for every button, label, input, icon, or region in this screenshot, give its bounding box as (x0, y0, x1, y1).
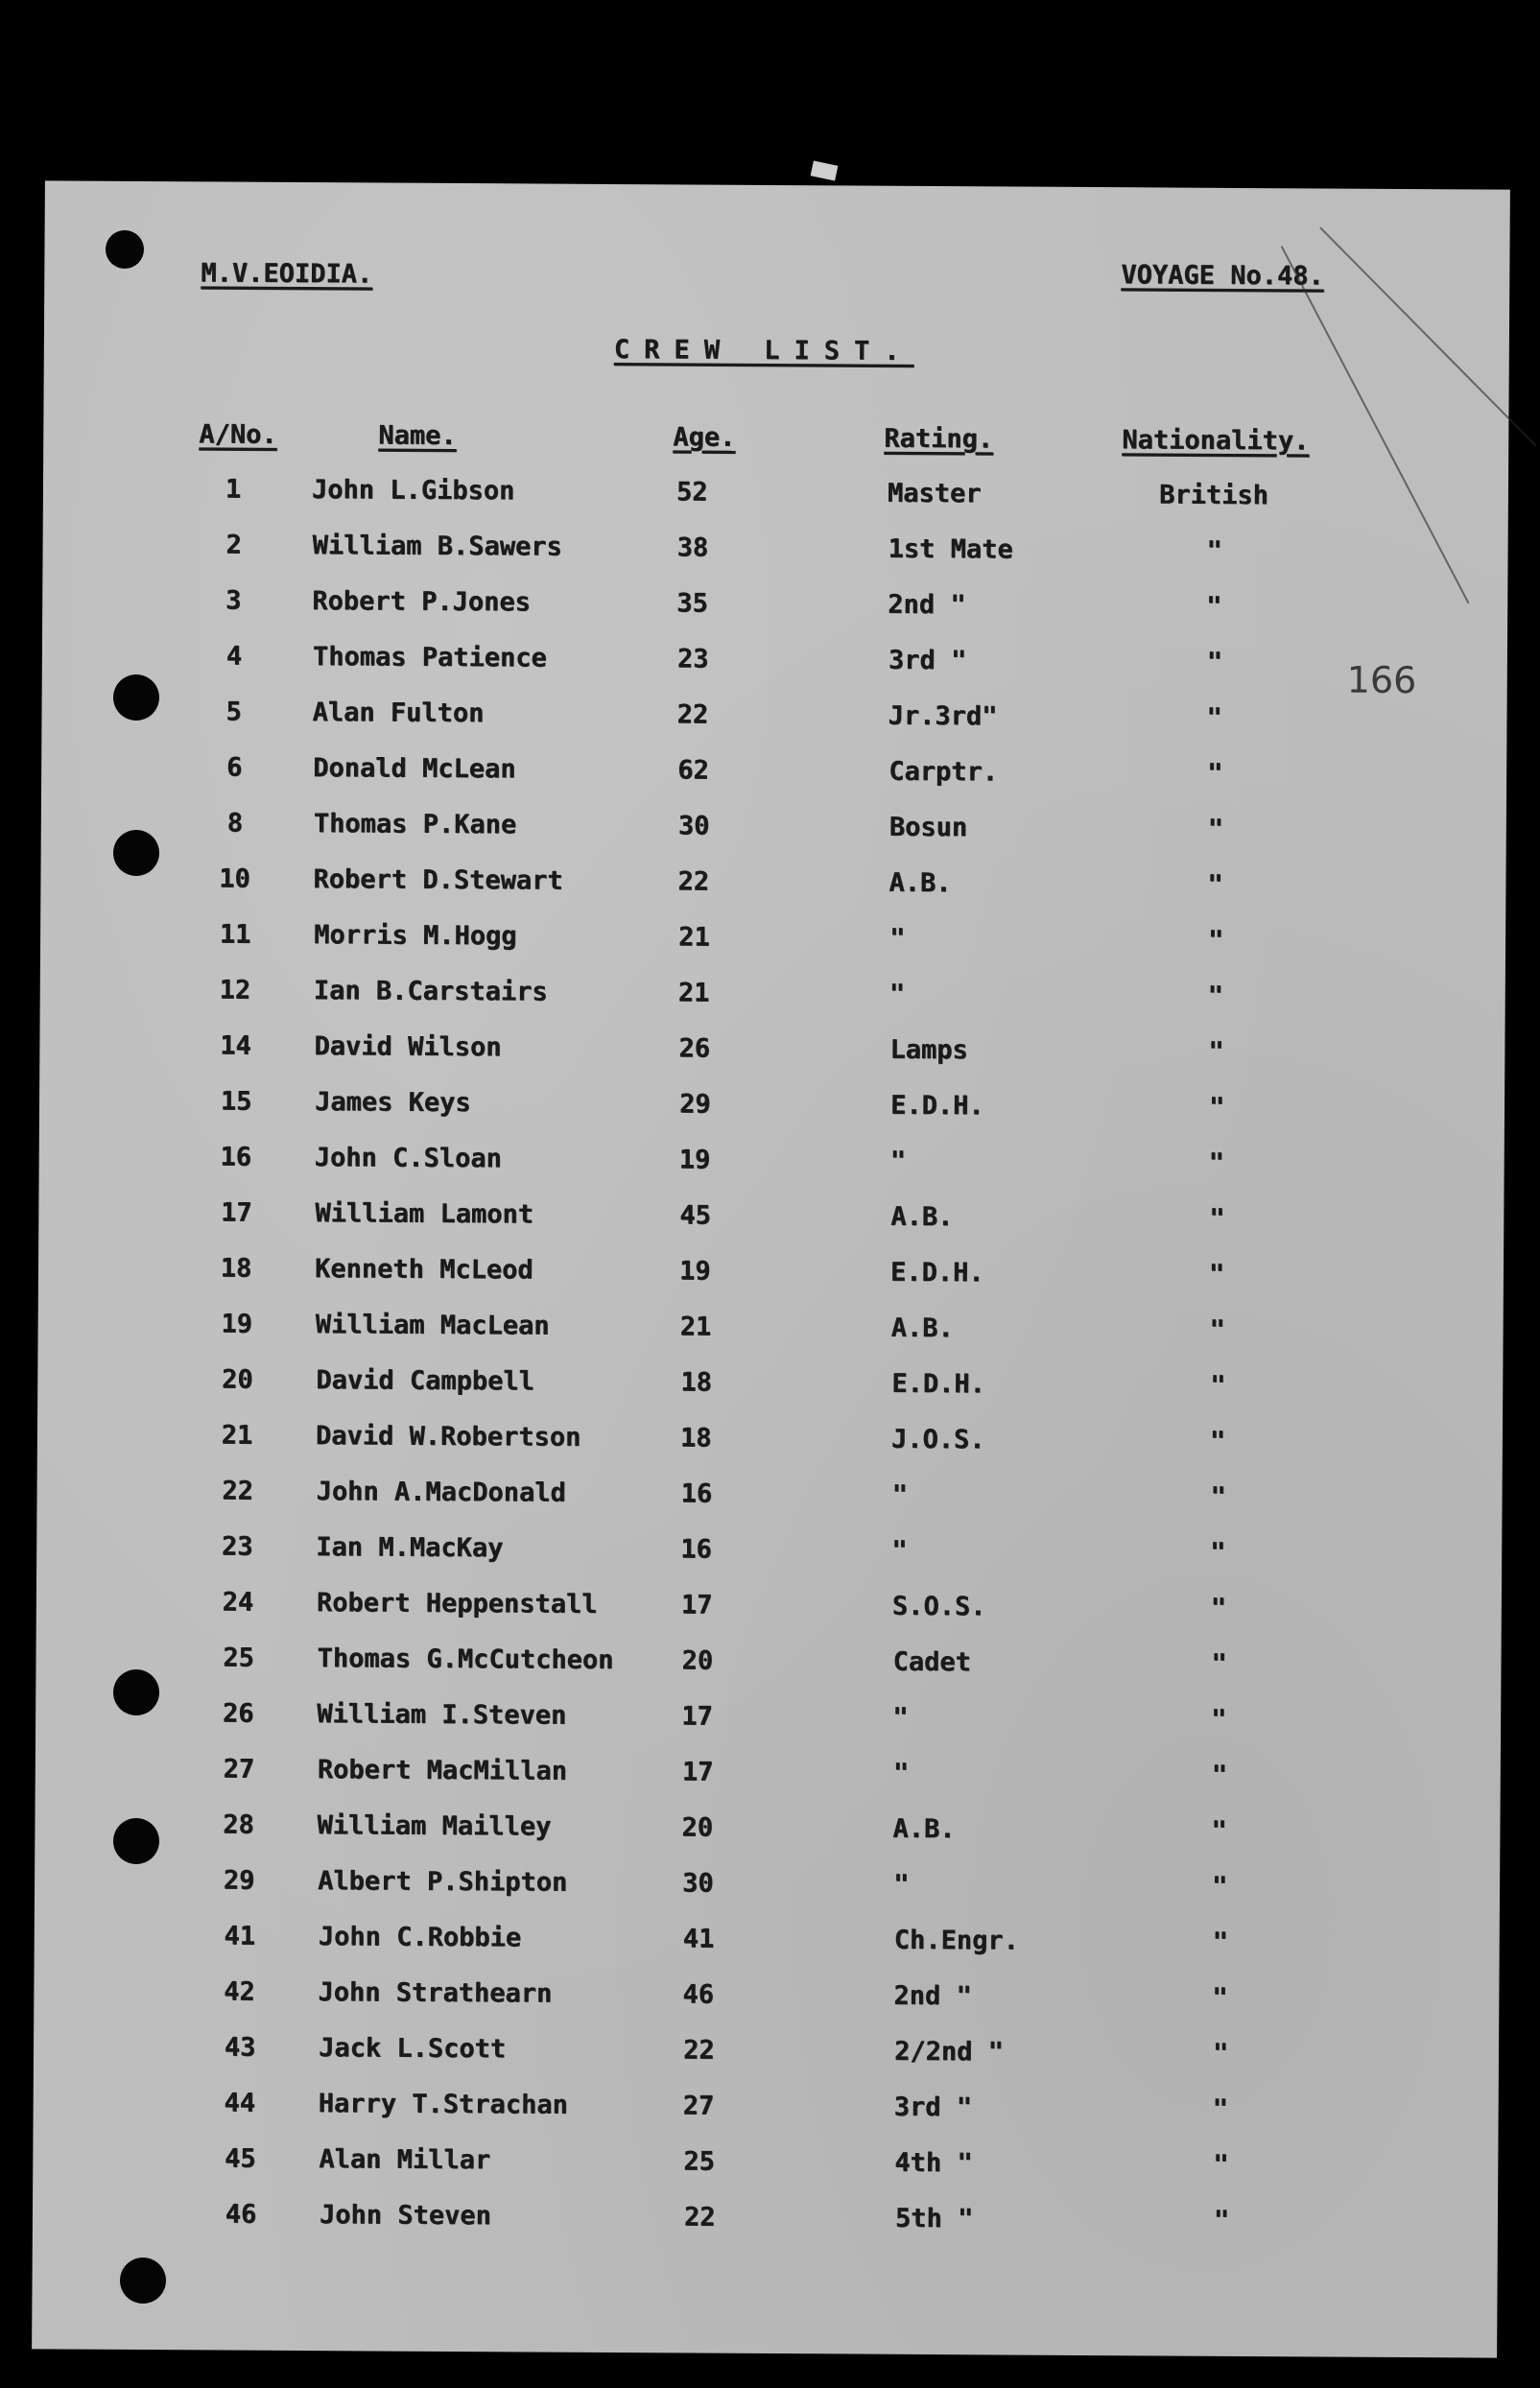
crew-nationality: " (1211, 1815, 1227, 1846)
crew-rating: A.B. (890, 1312, 954, 1344)
fold-crease (1319, 226, 1536, 446)
crew-rating: Bosun (888, 812, 968, 843)
table-row (45, 1141, 1510, 1205)
crew-age: 18 (679, 1423, 712, 1454)
crew-number: 46 (225, 2199, 257, 2230)
crew-name: Harry T.Strachan (318, 2089, 568, 2120)
crew-name: Robert D.Stewart (313, 864, 563, 896)
crew-nationality: " (1213, 2149, 1229, 2180)
crew-age: 20 (681, 1812, 714, 1843)
table-row (46, 1196, 1511, 1261)
punch-hole (113, 1818, 159, 1864)
crew-age: 23 (676, 644, 709, 674)
crew-number: 4 (225, 641, 243, 672)
crew-rating: " (889, 1146, 907, 1176)
crew-nationality: " (1210, 1370, 1226, 1401)
crew-number: 23 (221, 1531, 253, 1562)
crew-rating: " (892, 1702, 909, 1733)
table-row (45, 807, 1510, 871)
punch-hole (113, 1669, 159, 1715)
crew-nationality: " (1207, 925, 1224, 956)
crew-rating: " (891, 1535, 908, 1566)
crew-age: 41 (682, 1924, 715, 1954)
crew-number: 12 (219, 975, 251, 1005)
crew-rating: S.O.S. (891, 1591, 986, 1622)
crew-rating: " (891, 1479, 908, 1510)
table-row (46, 1308, 1511, 1372)
table-row (48, 1642, 1513, 1706)
crew-rating: Lamps (889, 1034, 968, 1066)
crew-name: David Campbell (316, 1365, 534, 1397)
crew-nationality: " (1211, 1648, 1227, 1679)
crew-rating: 5th " (894, 2203, 974, 2234)
crew-age: 18 (680, 1367, 712, 1398)
crew-rating: J.O.S. (890, 1424, 985, 1455)
table-row (43, 529, 1508, 593)
crew-age: 35 (676, 588, 708, 619)
table-row (48, 1697, 1513, 1761)
column-header-name: Name. (378, 420, 457, 451)
crew-age: 21 (677, 978, 710, 1008)
table-row (47, 1419, 1512, 1483)
crew-rating: 2nd " (893, 1980, 972, 2012)
folio-number: 166 (1346, 658, 1417, 702)
crew-number: 15 (220, 1086, 252, 1117)
crew-age: 19 (678, 1145, 711, 1175)
table-row (49, 1864, 1514, 1928)
crew-name: Ian M.MacKay (316, 1532, 504, 1564)
crew-name: William B.Sawers (312, 531, 562, 562)
crew-number: 14 (220, 1030, 251, 1061)
crew-rating: " (889, 923, 906, 954)
crew-name: Thomas G.McCutcheon (317, 1643, 614, 1676)
crew-number: 6 (225, 752, 243, 783)
crew-nationality: " (1206, 702, 1222, 733)
crew-rating: 4th " (894, 2147, 973, 2179)
crew-age: 21 (678, 922, 710, 953)
crew-name: James Keys (314, 1087, 471, 1119)
crew-number: 19 (221, 1309, 252, 1339)
crew-rating: " (892, 1758, 910, 1788)
crew-nationality: " (1211, 1760, 1228, 1790)
crew-name: Robert MacMillan (317, 1755, 567, 1786)
table-row (50, 2031, 1515, 2095)
crew-nationality: " (1210, 1481, 1226, 1512)
crew-nationality: " (1206, 647, 1223, 677)
crew-age: 19 (678, 1256, 711, 1287)
crew-rating: 2/2nd " (893, 2036, 1004, 2068)
crew-number: 8 (226, 808, 244, 839)
crew-list-page (32, 180, 1510, 2357)
table-row (48, 1586, 1513, 1650)
crew-rating: A.B. (892, 1813, 956, 1845)
table-row (45, 918, 1510, 982)
table-row (43, 584, 1508, 649)
crew-name: John Steven (319, 2200, 491, 2232)
crew-name: John C.Robbie (318, 1922, 522, 1953)
crew-rating: A.B. (890, 1201, 954, 1233)
crew-name: Albert P.Shipton (318, 1866, 568, 1898)
table-row (49, 1753, 1514, 1817)
crew-number: 22 (222, 1476, 253, 1506)
crew-name: Alan Fulton (312, 697, 485, 729)
table-row (47, 1475, 1512, 1539)
crew-nationality: " (1207, 869, 1223, 900)
crew-number: 5 (225, 697, 242, 727)
column-header-rating: Rating. (884, 423, 994, 455)
table-row (43, 696, 1508, 760)
crew-name: Donald McLean (313, 753, 516, 785)
table-row (44, 863, 1509, 927)
punch-hole (113, 830, 159, 876)
crew-age: 45 (679, 1200, 711, 1231)
table-row (47, 1363, 1512, 1428)
table-row (47, 1530, 1512, 1595)
crew-nationality: " (1207, 814, 1224, 844)
crew-age: 17 (680, 1590, 713, 1620)
table-row (45, 1029, 1510, 1094)
crew-nationality: " (1209, 1314, 1225, 1345)
crew-rating: 2nd " (888, 589, 966, 621)
crew-name: William I.Steven (317, 1699, 567, 1731)
crew-age: 27 (682, 2091, 715, 2121)
crew-number: 42 (224, 1976, 255, 2007)
table-row (46, 1252, 1511, 1316)
crew-age: 30 (677, 811, 710, 841)
crew-name: Kenneth McLeod (314, 1254, 533, 1286)
table-row (48, 1809, 1513, 1873)
crew-age: 16 (680, 1478, 713, 1509)
crew-number: 25 (223, 1643, 254, 1673)
crew-nationality: " (1210, 1704, 1227, 1735)
table-row (43, 473, 1508, 537)
crew-number: 29 (223, 1865, 255, 1896)
table-row (49, 1975, 1514, 2040)
crew-name: Robert P.Jones (312, 586, 531, 618)
crew-nationality: " (1211, 1871, 1228, 1902)
crew-number: 44 (224, 2088, 256, 2118)
crew-age: 62 (677, 755, 709, 786)
crew-nationality: " (1213, 2205, 1230, 2235)
crew-number: 45 (224, 2143, 256, 2174)
crew-age: 22 (676, 699, 709, 730)
crew-age: 22 (683, 2202, 716, 2233)
crew-nationality: " (1212, 2093, 1228, 2124)
crew-number: 26 (222, 1698, 254, 1729)
crew-number: 21 (221, 1420, 253, 1451)
crew-age: 30 (681, 1868, 714, 1899)
crew-nationality: " (1208, 1036, 1224, 1067)
crew-nationality: " (1209, 1537, 1226, 1568)
crew-age: 46 (682, 1979, 714, 2010)
column-header-age: Age. (673, 422, 736, 453)
crew-number: 11 (219, 919, 251, 950)
crew-number: 16 (220, 1142, 252, 1172)
crew-number: 24 (222, 1587, 254, 1618)
crew-age: 17 (681, 1701, 713, 1732)
crew-nationality: British (1158, 480, 1268, 511)
table-row (50, 2142, 1515, 2207)
crew-age: 26 (678, 1033, 711, 1064)
ship-name: M.V.EOIDIA. (201, 258, 373, 290)
crew-nationality: " (1212, 2038, 1229, 2069)
crew-rating: E.D.H. (891, 1368, 985, 1400)
crew-nationality: " (1208, 1259, 1225, 1289)
crew-age: 29 (678, 1089, 711, 1120)
crew-name: Alan Millar (319, 2144, 491, 2176)
crew-age: 38 (676, 532, 709, 563)
crew-number: 43 (224, 2032, 256, 2063)
crew-number: 10 (219, 863, 250, 894)
crew-rating: E.D.H. (889, 1090, 984, 1122)
crew-name: Robert Heppenstall (316, 1588, 598, 1620)
crew-nationality: " (1208, 1147, 1224, 1178)
crew-number: 41 (224, 1921, 256, 1951)
crew-age: 16 (680, 1534, 712, 1565)
table-row (44, 640, 1509, 704)
crew-name: Thomas Patience (312, 642, 547, 674)
crew-rating: " (888, 979, 906, 1009)
voyage-number: VOYAGE No.48. (1121, 260, 1324, 292)
crew-nationality: " (1212, 1927, 1228, 1957)
crew-age: 25 (683, 2146, 715, 2177)
crew-name: Ian B.Carstairs (313, 976, 548, 1007)
crew-rating: Cadet (892, 1646, 971, 1678)
table-row (44, 751, 1509, 816)
crew-number: 3 (225, 585, 242, 616)
crew-number: 27 (223, 1754, 255, 1785)
crew-name: Thomas P.Kane (313, 809, 517, 840)
crew-nationality: " (1208, 1092, 1225, 1123)
crew-rating: A.B. (888, 867, 952, 899)
crew-nationality: " (1212, 1982, 1228, 2013)
crew-rating: 3rd " (888, 645, 967, 676)
crew-number: 20 (221, 1364, 253, 1395)
crew-name: William MacLean (315, 1310, 550, 1341)
crew-age: 20 (681, 1645, 714, 1676)
punch-hole (120, 2258, 166, 2304)
crew-number: 18 (220, 1253, 252, 1284)
crew-name: John Strathearn (318, 1977, 553, 2009)
table-row (49, 1920, 1514, 1984)
crew-number: 1 (225, 474, 242, 505)
crew-age: 22 (677, 866, 710, 897)
crew-nationality: " (1210, 1593, 1227, 1623)
crew-nationality: " (1209, 1426, 1226, 1456)
crew-name: John C.Sloan (314, 1143, 502, 1174)
crew-rating: Ch.Engr. (893, 1925, 1019, 1956)
crew-name: John L.Gibson (311, 475, 515, 507)
crew-name: David Wilson (314, 1031, 502, 1063)
crew-rating: Master (887, 478, 982, 509)
crew-rating: 3rd " (893, 2092, 973, 2123)
crew-number: 28 (223, 1809, 254, 1840)
table-row (49, 2087, 1514, 2151)
crew-name: Jack L.Scott (318, 2033, 507, 2065)
crew-age: 22 (682, 2035, 715, 2066)
column-header-no: A/No. (199, 419, 277, 450)
crew-rating: Jr.3rd" (888, 700, 998, 732)
crew-rating: Carptr. (888, 756, 999, 788)
crew-number: 17 (220, 1197, 252, 1228)
crew-age: 17 (681, 1757, 714, 1787)
crew-name: William Lamont (315, 1198, 534, 1230)
crew-name: Morris M.Hogg (314, 920, 517, 952)
table-row (46, 1085, 1511, 1149)
crew-age: 52 (675, 477, 708, 508)
crew-rating: " (892, 1869, 910, 1900)
paper-tab (811, 160, 839, 180)
crew-name: John A.MacDonald (316, 1477, 566, 1508)
table-row (45, 974, 1510, 1038)
punch-hole (106, 230, 144, 269)
crew-rating: E.D.H. (889, 1257, 984, 1289)
crew-age: 21 (679, 1312, 712, 1342)
crew-nationality: " (1209, 1203, 1225, 1234)
punch-hole (113, 674, 159, 721)
crew-name: William Mailley (317, 1810, 552, 1842)
table-row (51, 2198, 1516, 2262)
document-title: CREW LIST. (613, 334, 914, 366)
column-header-nationality: Nationality. (1122, 425, 1310, 457)
crew-number: 2 (225, 530, 242, 560)
crew-rating: 1st Mate (888, 533, 1013, 565)
crew-nationality: " (1206, 758, 1223, 789)
crew-nationality: " (1207, 981, 1223, 1011)
crew-nationality: " (1205, 591, 1222, 622)
crew-name: David W.Robertson (315, 1421, 581, 1453)
crew-nationality: " (1206, 535, 1222, 566)
